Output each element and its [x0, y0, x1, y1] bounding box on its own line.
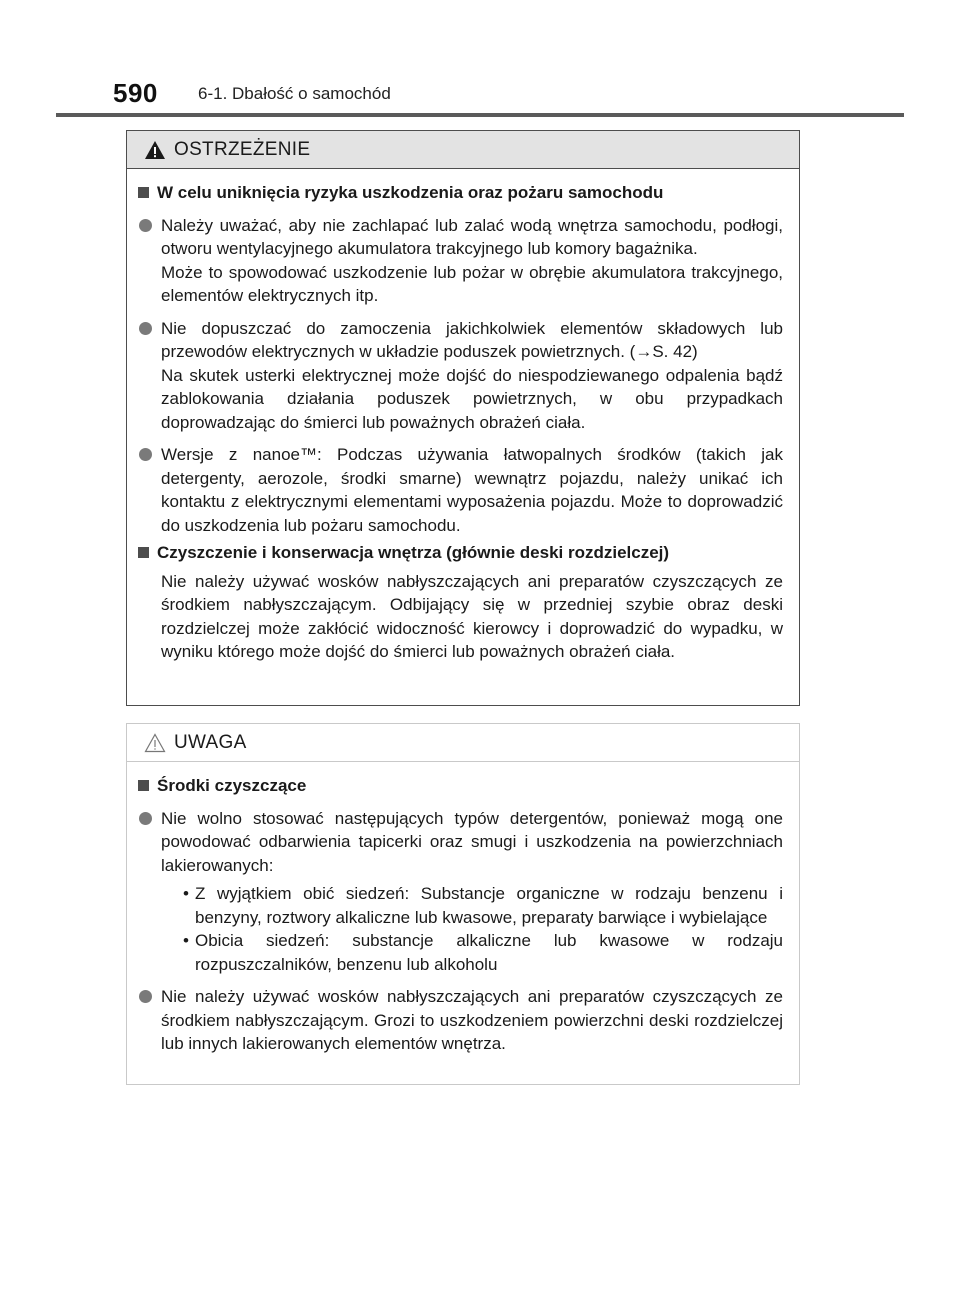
- section-paragraph: Nie należy używać wosków nabłyszczających ani preparatów czyszczących ze środkiem nabłyszczającym. Odbijający się w przedniej szybie obraz deski rozdzielczej może zakłócić widoczność kierowcy i doprowadzić do wypadku, w wyniku którego może dojść do śmierci lub poważnych obrażeń ciała.: [161, 571, 783, 661]
- page-number: 590: [113, 78, 158, 108]
- sub-item-text: Z wyjątkiem obić siedzeń: Substancje organiczne w rodzaju benzenu i benzyny, roztwory alkaliczne lub kwasowe, preparaty barwiące i wybielające: [195, 884, 783, 927]
- warning-box: [126, 130, 800, 706]
- notice-body: [127, 762, 799, 1056]
- square-bullet-icon: [138, 187, 149, 198]
- dot-bullet-icon: •: [183, 931, 189, 950]
- notice-title: UWAGA: [174, 731, 247, 753]
- item-paragraph: Nie należy używać wosków nabłyszczających ani preparatów czyszczących ze środkiem nabłyszczającym. Grozi to uszkodzeniem powierzchni deski rozdzielczej lub innych lakierowanych elementów wnętrza.: [161, 987, 783, 1053]
- caution-triangle-outline-icon: [144, 733, 166, 753]
- header-divider: [56, 113, 904, 117]
- list-item: [139, 214, 783, 308]
- section-heading-text: W celu uniknięcia ryzyka uszkodzenia oraz pożaru samochodu: [157, 183, 664, 202]
- section-title: 6-1. Dbałość o samochód: [198, 84, 391, 103]
- section-heading: [135, 774, 783, 798]
- item-paragraph: Nie dopuszczać do zamoczenia jakichkolwiek elementów składowych lub przewodów elektrycznych w układzie poduszek powietrznych. (→S. 42): [161, 318, 783, 361]
- round-bullet-icon: [139, 448, 152, 461]
- square-bullet-icon: [138, 780, 149, 791]
- page-header: [0, 0, 960, 120]
- sub-list: [161, 882, 783, 976]
- square-bullet-icon: [138, 547, 149, 558]
- round-bullet-icon: [139, 219, 152, 232]
- list-item: [139, 317, 783, 435]
- sub-list-item: [183, 929, 783, 976]
- item-paragraph: Nie wolno stosować następujących typów detergentów, ponieważ mogą one powodować odbarwienia tapicerki oraz smugi i uszkodzenia na powierzchniach lakierowanych:: [161, 808, 783, 875]
- section-heading: [135, 181, 783, 205]
- section-heading: [135, 541, 783, 565]
- notice-box: [126, 723, 800, 1085]
- item-paragraph: Może to spowodować uszkodzenie lub pożar w obrębie akumulatora trakcyjnego, elementów elektrycznych itp.: [161, 262, 783, 305]
- list-item: [139, 443, 783, 537]
- section-heading-text: Czyszczenie i konserwacja wnętrza (głównie deski rozdzielczej): [157, 543, 670, 562]
- warning-header: [127, 131, 799, 169]
- round-bullet-icon: [139, 812, 152, 825]
- warning-title: OSTRZEŻENIE: [174, 138, 311, 160]
- item-paragraph: Na skutek usterki elektrycznej może dojść do niespodziewanego odpalenia bądź zablokowania działania poduszek powietrznych, w obu przypadkach doprowadzając do śmierci lub poważnych obrażeń ciała.: [161, 365, 783, 432]
- sub-list-item: [183, 882, 783, 929]
- list-item: [139, 985, 783, 1056]
- list-item: [139, 807, 783, 878]
- item-paragraph: Należy uważać, aby nie zachlapać lub zalać wodą wnętrza samochodu, podłogi, otworu wentylacyjnego akumulatora trakcyjnego lub komory bagażnika.: [161, 215, 783, 258]
- warning-triangle-icon: [144, 140, 166, 160]
- section-heading-text: Środki czyszczące: [157, 776, 307, 795]
- sub-item-text: Obicia siedzeń: substancje alkaliczne lub kwasowe w rodzaju rozpuszczalników, benzenu lub alkoholu: [195, 931, 783, 974]
- notice-header: [127, 724, 799, 762]
- round-bullet-icon: [139, 322, 152, 335]
- warning-body: [127, 169, 799, 664]
- dot-bullet-icon: •: [183, 884, 189, 903]
- item-paragraph: Wersje z nanoe™: Podczas używania łatwopalnych środków (takich jak detergenty, aerozole, środki smarne) wewnątrz pojazdu, należy unikać ich kontaktu z elektrycznymi elementami wyposażenia pojazdu. Może to doprowadzić do uszkodzenia lub pożaru samochodu.: [161, 445, 783, 535]
- round-bullet-icon: [139, 990, 152, 1003]
